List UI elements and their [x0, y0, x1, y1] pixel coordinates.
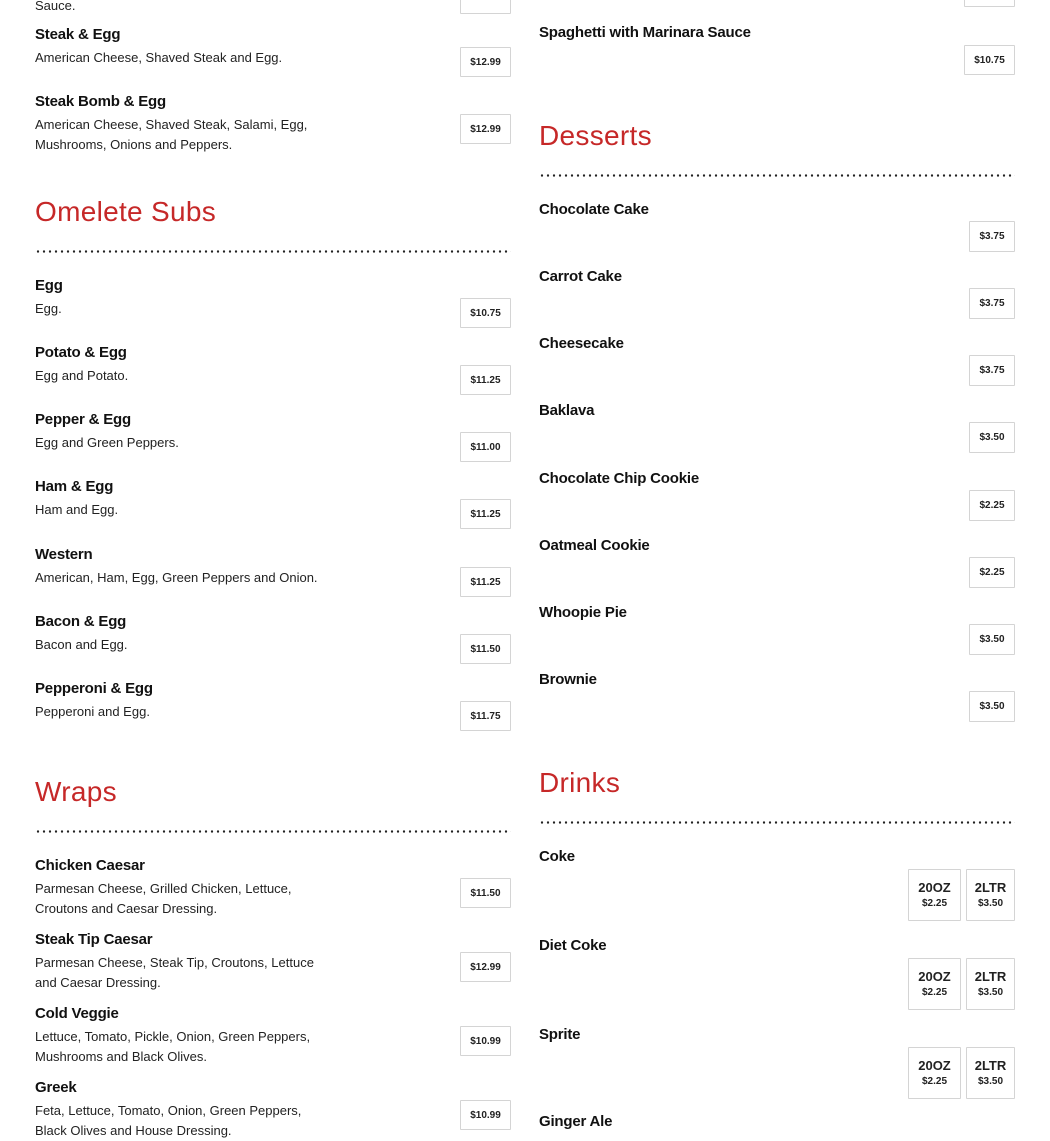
size-label: 20OZ: [918, 880, 951, 895]
size-price: $2.25: [921, 1076, 948, 1087]
price-button[interactable]: $12.99: [460, 952, 511, 982]
item-description: Parmesan Cheese, Grilled Chicken, Lettuce, Croutons and Caesar Dressing.: [35, 881, 292, 916]
item-name: Cold Veggie: [35, 1005, 119, 1022]
item-description: Egg and Green Peppers.: [35, 435, 179, 450]
section-title-desserts: Desserts: [539, 120, 652, 151]
price-button[interactable]: $10.99: [460, 1026, 511, 1056]
size-price: $3.50: [977, 898, 1004, 909]
item-name: Chocolate Chip Cookie: [539, 470, 699, 487]
item-description: Feta, Lettuce, Tomato, Onion, Green Peppers, Black Olives and House Dressing.: [35, 1103, 302, 1138]
item-name: Greek: [35, 1079, 77, 1096]
price-button[interactable]: $3.50: [969, 624, 1015, 655]
item-name: Cheesecake: [539, 335, 624, 352]
size-price-button[interactable]: [908, 1047, 961, 1099]
size-price-button[interactable]: [966, 869, 1015, 921]
price-button[interactable]: $11.25: [460, 499, 511, 529]
item-name: Chocolate Cake: [539, 201, 649, 218]
price-button[interactable]: $10.75: [964, 45, 1015, 75]
item-description: Bacon and Egg.: [35, 637, 128, 652]
item-name: Western: [35, 546, 93, 563]
price-button[interactable]: $10.75: [460, 298, 511, 328]
size-label: 2LTR: [974, 880, 1007, 895]
item-name: Carrot Cake: [539, 268, 622, 285]
size-label: 2LTR: [974, 1058, 1007, 1073]
item-name: Baklava: [539, 402, 595, 419]
item-description: Pepperoni and Egg.: [35, 704, 150, 719]
price-button[interactable]: $3.75: [969, 355, 1015, 386]
price-button[interactable]: $2.25: [969, 490, 1015, 521]
price-button[interactable]: $3.50: [969, 422, 1015, 453]
size-label: 2LTR: [974, 969, 1007, 984]
price-button[interactable]: $11.25: [460, 567, 511, 597]
price-button[interactable]: $11.50: [460, 878, 511, 908]
item-description: Parmesan Cheese, Steak Tip, Croutons, Lettuce and Caesar Dressing.: [35, 955, 314, 990]
size-price: $2.25: [921, 898, 948, 909]
price-button[interactable]: $12.99: [460, 47, 511, 77]
price-button[interactable]: $3.75: [969, 288, 1015, 319]
item-name: Ham & Egg: [35, 478, 114, 495]
item-description: American Cheese, Shaved Steak and Egg.: [35, 50, 283, 65]
item-name: Steak Bomb & Egg: [35, 93, 166, 110]
price-button[interactable]: $3.75: [969, 221, 1015, 252]
size-price: $2.25: [921, 987, 948, 998]
item-description: Ham and Egg.: [35, 502, 119, 517]
size-price: $3.50: [977, 987, 1004, 998]
section-divider: [539, 821, 1015, 824]
size-price-button[interactable]: [908, 958, 961, 1010]
price-button[interactable]: $10.99: [460, 1100, 511, 1130]
price-button[interactable]: $11.75: [460, 701, 511, 731]
item-name: Ginger Ale: [539, 1113, 613, 1130]
price-button[interactable]: $11.25: [460, 365, 511, 395]
price-button[interactable]: $3.50: [969, 691, 1015, 722]
item-name: Potato & Egg: [35, 344, 127, 361]
item-name: Coke: [539, 848, 575, 865]
item-name: Egg: [35, 277, 63, 294]
price-button[interactable]: $11.50: [460, 634, 511, 664]
item-name: Steak & Egg: [35, 26, 121, 43]
section-divider: [35, 830, 511, 833]
section-divider: [539, 174, 1015, 177]
price-button[interactable]: [460, 0, 511, 14]
price-button[interactable]: $12.99: [460, 114, 511, 144]
size-price-button[interactable]: [966, 958, 1015, 1010]
item-name: Steak Tip Caesar: [35, 931, 153, 948]
item-name: Diet Coke: [539, 937, 607, 954]
item-description: American, Ham, Egg, Green Peppers and Onion.: [35, 570, 318, 585]
section-title-drinks: Drinks: [539, 767, 621, 798]
item-description: American Cheese, Shaved Steak, Salami, Egg, Mushrooms, Onions and Peppers.: [35, 117, 308, 152]
size-price-button[interactable]: [966, 1047, 1015, 1099]
item-name: Sprite: [539, 1026, 581, 1043]
item-description: Egg and Potato.: [35, 368, 129, 383]
item-name: Brownie: [539, 671, 597, 688]
price-button[interactable]: $2.25: [969, 557, 1015, 588]
item-name: Pepperoni & Egg: [35, 680, 153, 697]
size-price: $3.50: [977, 1076, 1004, 1087]
size-price-button[interactable]: [908, 869, 961, 921]
price-button[interactable]: [964, 0, 1015, 7]
item-name: Spaghetti with Marinara Sauce: [539, 24, 751, 41]
size-label: 20OZ: [918, 969, 951, 984]
section-title-wraps: Wraps: [35, 776, 117, 807]
item-description: Sauce.: [35, 0, 76, 13]
section-divider: [35, 250, 511, 253]
item-name: Oatmeal Cookie: [539, 537, 650, 554]
section-title-omelete-subs: Omelete Subs: [35, 196, 217, 227]
price-button[interactable]: $11.00: [460, 432, 511, 462]
item-name: Pepper & Egg: [35, 411, 131, 428]
item-name: Bacon & Egg: [35, 613, 127, 630]
size-label: 20OZ: [918, 1058, 951, 1073]
item-name: Chicken Caesar: [35, 857, 145, 874]
item-description: Egg.: [35, 301, 62, 316]
item-name: Whoopie Pie: [539, 604, 627, 621]
item-description: Lettuce, Tomato, Pickle, Onion, Green Peppers, Mushrooms and Black Olives.: [35, 1029, 311, 1064]
